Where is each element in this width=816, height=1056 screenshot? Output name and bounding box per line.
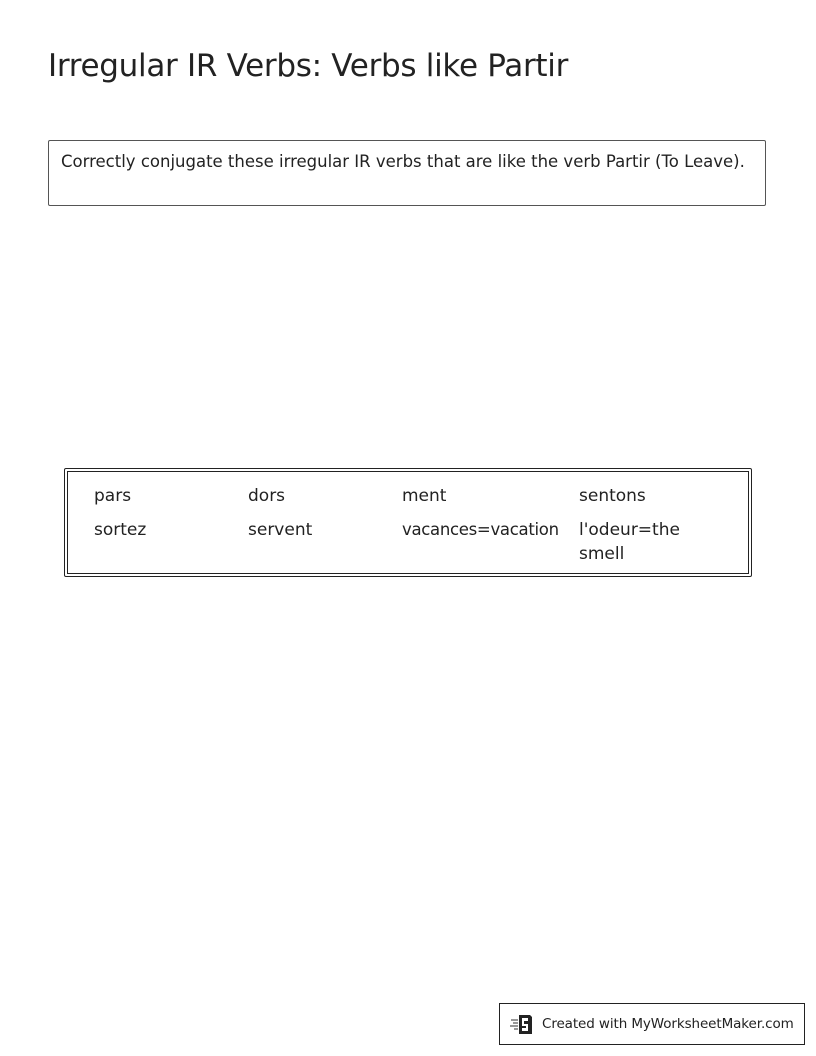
footer-badge[interactable] <box>499 1003 805 1045</box>
word-bank <box>64 468 752 577</box>
word-bank-item: servent <box>248 520 313 540</box>
word-bank-item: dors <box>248 486 286 506</box>
word-bank-item: sentons <box>579 486 646 506</box>
word-bank-item: l'odeur=the smell <box>579 520 680 564</box>
word-bank-item: pars <box>94 486 132 506</box>
word-bank-item: sortez <box>94 520 147 540</box>
footer-text[interactable]: Created with MyWorksheetMaker.com <box>542 1016 794 1032</box>
worksheet-maker-logo-icon <box>510 1012 536 1036</box>
instructions-box: Correctly conjugate these irregular IR verbs that are like the verb Partir (To Leave). <box>48 140 766 206</box>
page-title: Irregular IR Verbs: Verbs like Partir <box>48 48 569 84</box>
word-bank-item: vacances=vacation <box>402 520 559 539</box>
word-bank-item: ment <box>402 486 447 506</box>
